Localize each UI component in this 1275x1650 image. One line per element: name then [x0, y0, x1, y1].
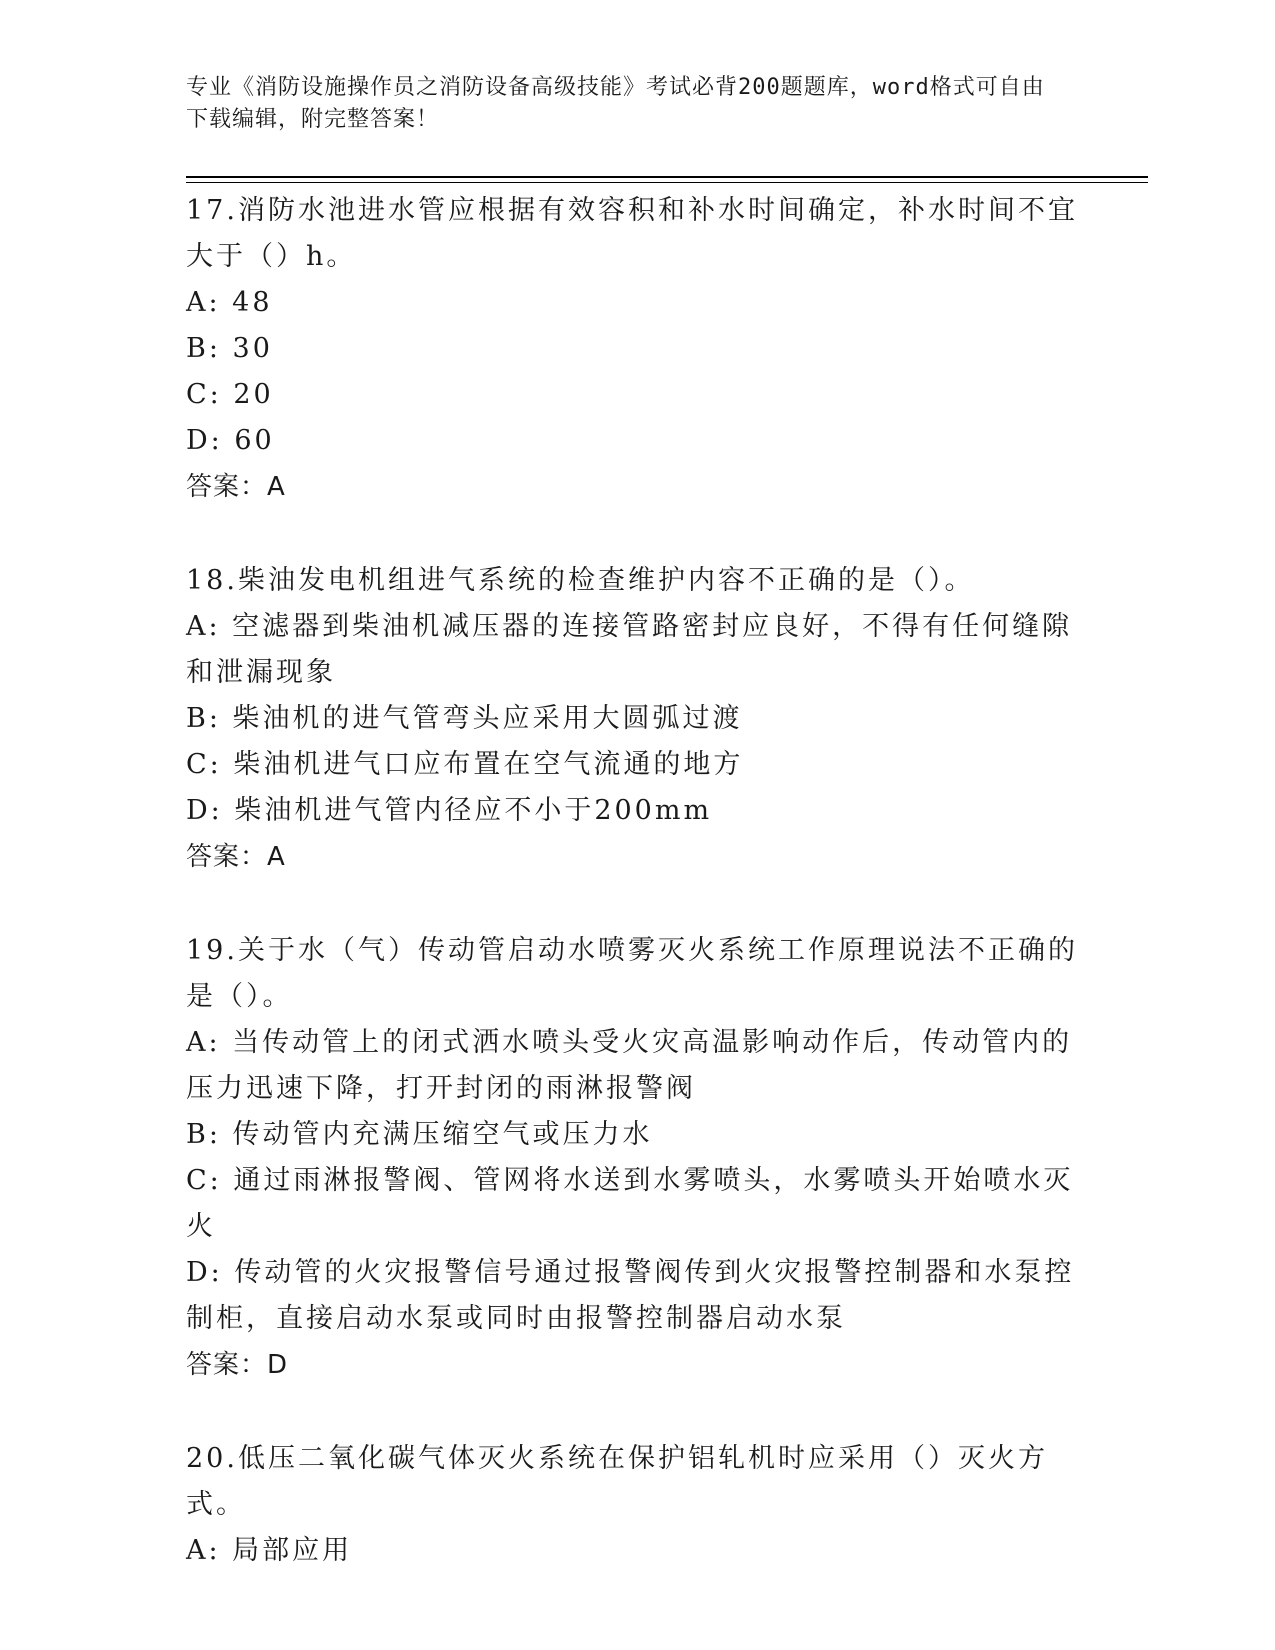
answer-line: 答案：A: [186, 472, 286, 502]
option-b: B: 传动管内充满压缩空气或压力水: [186, 1119, 653, 1150]
question-stem: 20.低压二氧化碳气体灭火系统在保护铝轧机时应采用（）灭火方式。: [186, 1443, 1048, 1520]
option-a: A: 当传动管上的闭式洒水喷头受火灾高温影响动作后，传动管内的压力迅速下降，打开封闭的雨淋报警阀: [186, 1027, 1073, 1104]
option-a: A: 空滤器到柴油机减压器的连接管路密封应良好，不得有任何缝隙和泄漏现象: [186, 611, 1073, 688]
option-a: A: 局部应用: [186, 1535, 353, 1566]
question-19: [186, 928, 1086, 1388]
question-stem: 17.消防水池进水管应根据有效容积和补水时间确定，补水时间不宜大于（）h。: [186, 195, 1078, 272]
option-c: C: 20: [186, 379, 274, 410]
option-d: D: 传动管的火灾报警信号通过报警阀传到火灾报警控制器和水泵控制柜，直接启动水泵或同时由报警控制器启动水泵: [186, 1257, 1075, 1334]
option-a: A: 48: [186, 287, 273, 318]
answer-line: 答案：A: [186, 842, 286, 872]
question-20: [186, 1436, 1086, 1574]
header-divider-thin: [186, 182, 1148, 183]
question-17: [186, 188, 1086, 510]
option-b: B: 柴油机的进气管弯头应采用大圆弧过渡: [186, 703, 743, 734]
option-d: D: 60: [186, 425, 275, 456]
question-list: [186, 188, 1086, 1622]
document-header: 专业《消防设施操作员之消防设备高级技能》考试必背200题题库，word格式可自由下载编辑，附完整答案！: [186, 75, 1045, 132]
option-c: C: 柴油机进气口应布置在空气流通的地方: [186, 749, 744, 780]
header-divider-thick: [186, 176, 1148, 178]
question-stem: 18.柴油发电机组进气系统的检查维护内容不正确的是（）。: [186, 565, 975, 596]
question-stem: 19.关于水（气）传动管启动水喷雾灭火系统工作原理说法不正确的是（）。: [186, 935, 1078, 1012]
option-d: D: 柴油机进气管内径应不小于200mm: [186, 795, 713, 826]
option-c: C: 通过雨淋报警阀、管网将水送到水雾喷头，水雾喷头开始喷水灭火: [186, 1165, 1074, 1242]
question-18: [186, 558, 1086, 880]
option-b: B: 30: [186, 333, 273, 364]
answer-line: 答案：D: [186, 1350, 289, 1380]
